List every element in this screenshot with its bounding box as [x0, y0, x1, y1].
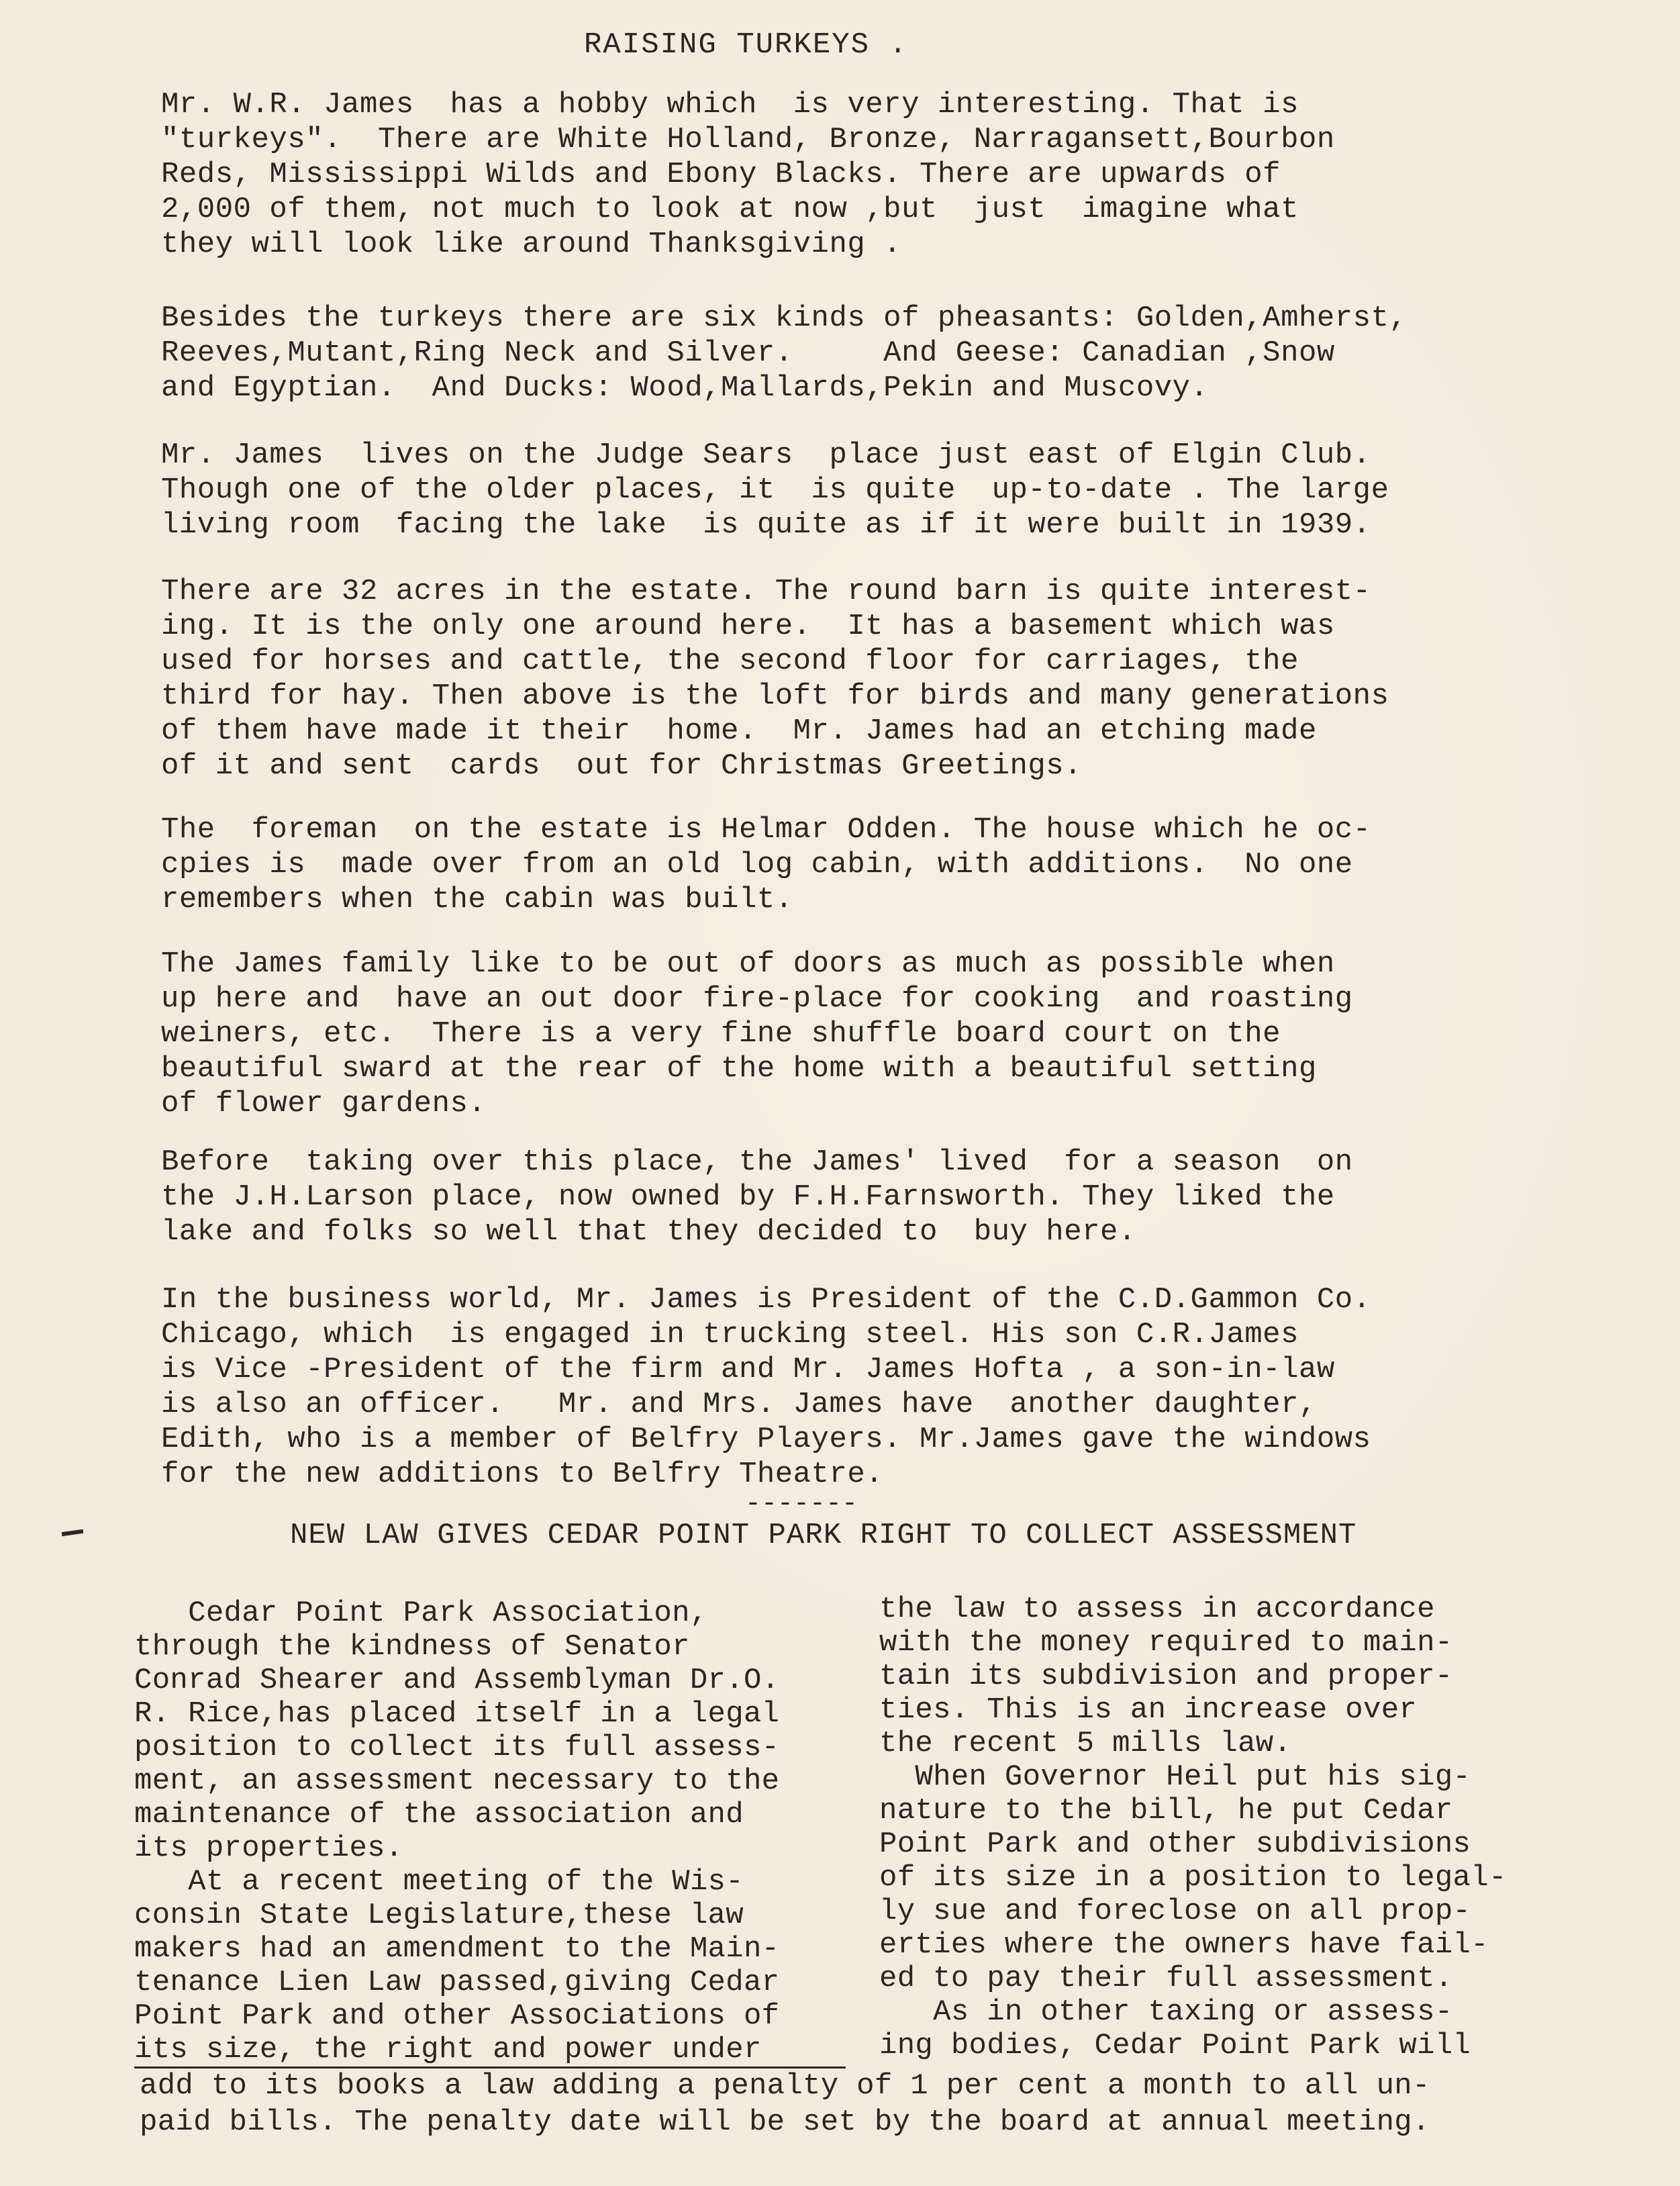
- paragraph-larson-place: Before taking over this place, the James' lived for a season on the J.H.Larson place, now owned by F.H.Farnsworth. They liked the lake and folks so well that they decided to buy here.: [161, 1145, 1353, 1249]
- paragraph-estate: There are 32 acres in the estate. The round barn is quite interest- ing. It is the only one around here. It has a basement which was used for horses and cattle, the second floor for carriages, the third for hay. Then above is the loft for birds and many generations of them have made it their home. Mr. James had an etching made of it and sent cards out for Christmas Greetings.: [161, 575, 1389, 783]
- paragraph-turkeys: Mr. W.R. James has a hobby which is very interesting. That is "turkeys". There are White Holland, Bronze, Narragansett,Bourbon Reds, Mississippi Wilds and Ebony Blacks. There are upwards of 2,000 of them, not much to look at now ,but just imagine what they will look like around Thanksgiving .: [161, 88, 1335, 261]
- section-divider: -------: [745, 1489, 858, 1519]
- closing-text: add to its books a law adding a penalty of 1 per cent a month to all un- paid bills. The penalty date will be set by the board at annual meeting.: [140, 2069, 1430, 2139]
- paragraph-residence: Mr. James lives on the Judge Sears place just east of Elgin Club. Though one of the older places, it is quite up-to-date . The large living room facing the lake is quite as if it were built in 1939.: [161, 438, 1389, 542]
- margin-mark: [62, 1529, 84, 1536]
- paragraph-outdoors: The James family like to be out of doors as much as possible when up here and have an out door fire-place for cooking and roasting weiners, etc. There is a very fine shuffle board court on the beautiful sward at the rear of the home with a beautiful setting of flower gardens.: [161, 947, 1353, 1121]
- paragraph-business: In the business world, Mr. James is President of the C.D.Gammon Co. Chicago, which is engaged in trucking steel. His son C.R.James is Vice -President of the firm and Mr. James Hofta , a son-in-law is also an officer. Mr. and Mrs. James have another daughter, Edith, who is a member of Belfry Players. Mr.James gave the windows for the new additions to Belfry Theatre.: [161, 1283, 1371, 1491]
- column-left: Cedar Point Park Association, through the kindness of Senator Conrad Shearer and Assemblyman Dr.O. R. Rice,has placed itself in a legal position to collect its full assess- ment, an assessment necessary to the maintenance of the association and its properties. At a recent meeting of the Wis- consin State Legislature,these law makers had an amendment to the Main- tenance Lien Law passed,giving Cedar Point Park and other Associations of its size, the right and power under: [134, 1597, 780, 2066]
- paragraph-foreman: The foreman on the estate is Helmar Odden. The house which he oc- cpies is made over from an old log cabin, with additions. No one remembers when the cabin was built.: [161, 813, 1371, 916]
- column-right: the law to assess in accordance with the money required to main- tain its subdivision and proper- ties. This is an increase over the recent 5 mills law. When Governor Heil put his sig- nature to the bill, he put Cedar Point Park and other subdivisions of its size in a position to legal- ly sue and foreclose on all prop- erties where the owners have fail- ed to pay their full assessment. As in other taxing or assess- ing bodies, Cedar Point Park will: [879, 1593, 1507, 2062]
- paragraph-pheasants: Besides the turkeys there are six kinds of pheasants: Golden,Amherst, Reeves,Mutant,Ring Neck and Silver. And Geese: Canadian ,Snow and Egyptian. And Ducks: Wood,Mallards,Pekin and Muscovy.: [161, 301, 1407, 405]
- article-title: RAISING TURKEYS .: [584, 28, 908, 62]
- section-headline: NEW LAW GIVES CEDAR POINT PARK RIGHT TO COLLECT ASSESSMENT: [290, 1519, 1357, 1552]
